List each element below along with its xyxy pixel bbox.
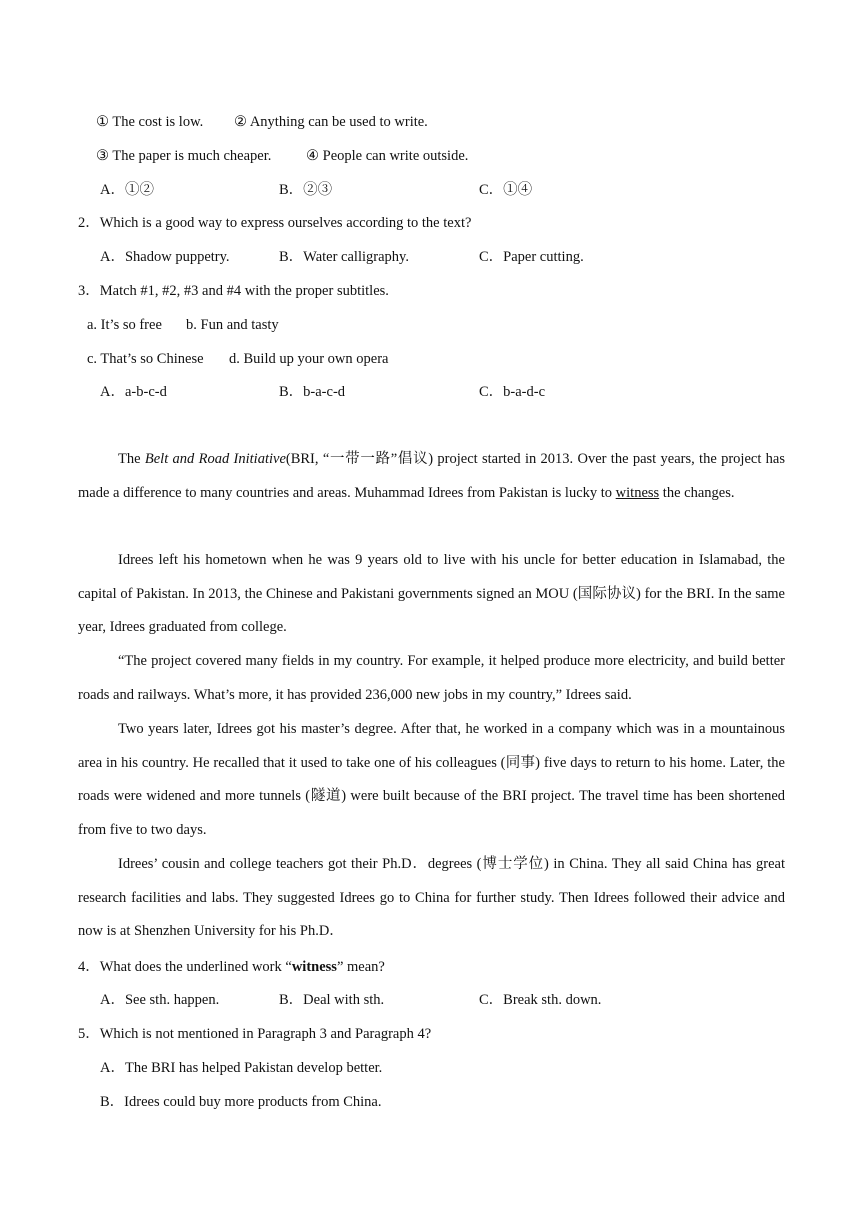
p1-post: the changes. bbox=[659, 484, 735, 501]
q4-option-a[interactable]: A．See sth. happen. bbox=[100, 992, 220, 1008]
q4-option-b[interactable]: B．Deal with sth. bbox=[279, 992, 385, 1008]
q5-option-b[interactable]: B．Idrees could buy more products from China. bbox=[100, 1094, 382, 1110]
q3-subtitle-c: c. That’s so Chinese bbox=[87, 351, 204, 367]
q3-subtitle-a: a. It’s so free bbox=[87, 317, 162, 333]
q1-statement-1: ① The cost is low. bbox=[96, 114, 204, 130]
q4-option-c[interactable]: C．Break sth. down. bbox=[479, 992, 602, 1008]
p1-underlined-word: witness bbox=[615, 484, 660, 501]
passage-paragraph-1 bbox=[78, 443, 785, 510]
q5-option-a[interactable]: A．The BRI has helped Pakistan develop better. bbox=[100, 1060, 383, 1076]
passage-paragraph-3: “The project covered many fields in my country. For example, it helped produce more electricity, and build better roads and railways. What’s more, it has provided 236,000 new jobs in my country,” Idrees said. bbox=[78, 653, 785, 703]
q2-option-c[interactable]: C．Paper cutting. bbox=[479, 249, 584, 265]
q3-option-b[interactable]: B．b-a-c-d bbox=[279, 384, 346, 400]
passage-paragraph-2: Idrees left his hometown when he was 9 years old to live with his uncle for better education in Islamabad, the capital of Pakistan. In 2013, the Chinese and Pakistani governments signed an MOU (国际协议) for the BRI. In the same year, Idrees graduated from college. bbox=[78, 552, 785, 636]
q3-subtitle-b: b. Fun and tasty bbox=[186, 317, 279, 333]
p1-pre: The bbox=[118, 451, 145, 467]
q4-stem-post: ” mean? bbox=[336, 959, 385, 975]
q3-subtitle-d: d. Build up your own opera bbox=[229, 351, 389, 367]
q4-stem bbox=[78, 957, 385, 977]
q1-statement-3: ③ The paper is much cheaper. bbox=[96, 148, 272, 164]
q2-stem: 2．Which is a good way to express ourselves according to the text? bbox=[78, 215, 472, 231]
q3-option-a[interactable]: A．a-b-c-d bbox=[100, 384, 167, 400]
q2-option-a[interactable]: A．Shadow puppetry. bbox=[100, 249, 230, 265]
q1-option-c[interactable]: C．①④ bbox=[479, 182, 533, 198]
q5-stem: 5．Which is not mentioned in Paragraph 3 and Paragraph 4? bbox=[78, 1026, 432, 1042]
q3-stem: 3．Match #1, #2, #3 and #4 with the proper subtitles. bbox=[78, 283, 389, 299]
q2-option-b[interactable]: B．Water calligraphy. bbox=[279, 249, 409, 265]
p1-mid: (BRI, “一带一路”倡议) project started in 2013. Over the past years, the project has made a difference to many countries and areas. Muhammad Idrees from Pakistan is lucky to bbox=[78, 451, 785, 501]
q1-option-b[interactable]: B．②③ bbox=[279, 182, 333, 198]
passage-paragraph-5: Idrees’ cousin and college teachers got their Ph.D．degrees (博士学位) in China. They all said China has great research facilities and labs. They suggested Idrees go to China for further study. Then Idrees followed their advice and now is at Shenzhen University for his Ph.D． bbox=[78, 856, 785, 940]
q1-statement-2: ② Anything can be used to write. bbox=[234, 114, 428, 130]
p1-italic-title: Belt and Road Initiative bbox=[144, 451, 286, 467]
q1-option-a[interactable]: A．①② bbox=[100, 182, 154, 198]
q3-option-c[interactable]: C．b-a-d-c bbox=[479, 384, 546, 400]
passage-paragraph-4: Two years later, Idrees got his master’s degree. After that, he worked in a company which was in a mountainous area in his country. He recalled that it used to take one of his colleagues (同事) five days to return to his home. Later, the roads were widened and more tunnels (隧道) were built because of the BRI project. The travel time has been shortened from five to two days. bbox=[78, 721, 785, 839]
q1-statement-4: ④ People can write outside. bbox=[306, 148, 469, 164]
q4-stem-pre: 4．What does the underlined work “ bbox=[78, 959, 292, 975]
q4-stem-bold: witness bbox=[291, 959, 337, 975]
